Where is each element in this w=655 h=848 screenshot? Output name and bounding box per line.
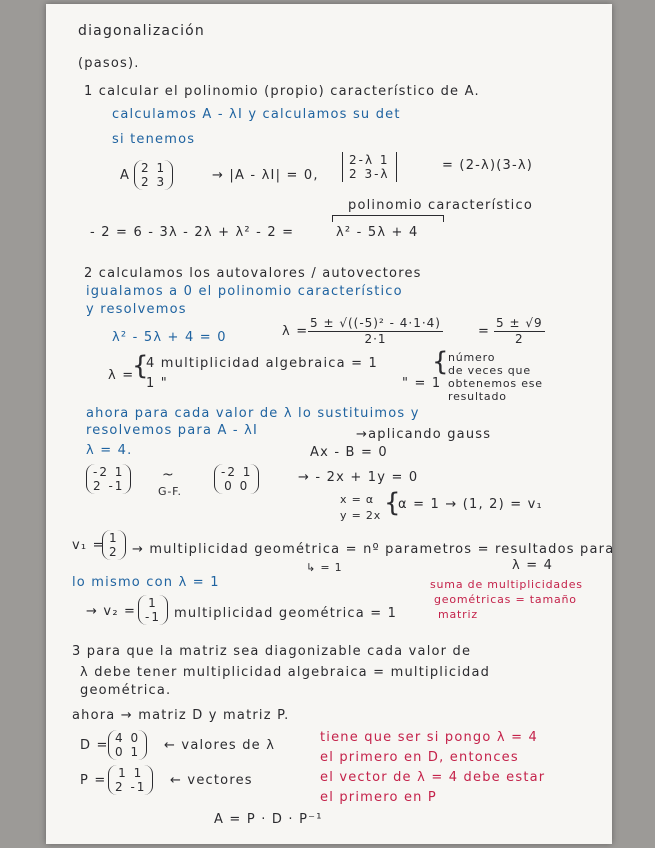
param-y: y = 2x <box>340 509 382 522</box>
equals-sign: = <box>478 324 491 339</box>
root-four: 4 multiplicidad algebraica = 1 <box>146 356 379 371</box>
matrix-d-row-2: 0 1 <box>115 745 141 759</box>
gauss-matrix-before <box>86 464 131 494</box>
notebook-page <box>46 4 615 844</box>
roots-brace: { <box>132 351 149 381</box>
simplified-numerator: 5 ± √9 <box>496 316 543 330</box>
matrix-a-row-1: 2 1 <box>141 161 167 175</box>
same-for-lambda-one: lo mismo con λ = 1 <box>72 575 220 590</box>
polynomial-brace <box>332 215 444 222</box>
gauss-after-row-2: 0 0 <box>224 479 250 493</box>
step-2-equate: igualamos a 0 el polinomio característico <box>86 284 403 299</box>
gauss-matrix-after <box>214 464 259 494</box>
gauss-before-row-2: 2 -1 <box>93 479 125 493</box>
quadratic-formula <box>308 316 443 347</box>
quadratic-simplified <box>494 316 545 347</box>
substitution-line: ahora para cada valor de λ lo sustituimos y <box>86 406 420 421</box>
root-one: 1 " <box>146 376 168 391</box>
root-one-multiplicity: " = 1 <box>402 376 442 391</box>
steps-heading: (pasos). <box>78 56 140 71</box>
step-1-heading: 1 calcular el polinomio (propio) característico de A. <box>84 84 480 99</box>
step-2-solve: y resolvemos <box>86 302 187 317</box>
diagonalization-formula: A = P · D · P⁻¹ <box>214 812 323 827</box>
lambda-equals: λ = <box>282 324 309 339</box>
polynomial-label: polinomio característico <box>348 198 533 213</box>
v2-label: → v₂ = <box>86 604 137 619</box>
resolve-line: resolvemos para A - λI <box>86 423 259 438</box>
order-note-3: el vector de λ = 4 debe estar <box>320 770 546 785</box>
v1-vector <box>102 530 126 560</box>
p-label: P = <box>80 773 107 788</box>
gauss-note: →aplicando gauss <box>356 427 492 442</box>
lambda-four-case: λ = 4. <box>86 443 133 458</box>
v2-row-1: 1 <box>148 596 158 610</box>
matrix-d-row-1: 4 0 <box>115 731 141 745</box>
matrix-p-row-1: 1 1 <box>118 766 144 780</box>
step-3-line-3: geométrica. <box>80 683 172 698</box>
page-title: diagonalización <box>78 23 205 39</box>
order-note-1: tiene que ser si pongo λ = 4 <box>320 730 538 745</box>
matrices-d-p-line: ahora → matriz D y matriz P. <box>72 708 290 723</box>
v1-row-2: 2 <box>109 545 119 559</box>
d-note: ← valores de λ <box>164 738 276 753</box>
reduced-equation: → - 2x + 1y = 0 <box>298 470 419 485</box>
determinant-matrix <box>342 152 397 182</box>
sum-note-3: matriz <box>438 608 478 621</box>
d-label: D = <box>80 738 109 753</box>
matrix-a-label: A <box>120 168 131 183</box>
geometric-equals-one: ↳ = 1 <box>306 561 343 574</box>
param-x: x = α <box>340 493 374 506</box>
matrix-d <box>108 730 147 760</box>
multiplicity-note-3: obtenemos ese <box>448 377 543 390</box>
ax-minus-b: Ax - B = 0 <box>310 445 388 460</box>
matrix-a <box>134 160 173 190</box>
geometric-multiplicity: → multiplicidad geométrica = nº parametros = resultados para <box>132 542 615 557</box>
roots-label: λ = <box>108 368 135 383</box>
step-3-line-2: λ debe tener multiplicidad algebraica = multiplicidad <box>80 665 491 680</box>
v1-label: v₁ = <box>72 538 105 553</box>
matrix-p <box>108 765 153 795</box>
geometric-multiplicity-lambda: λ = 4 <box>512 558 554 573</box>
gauss-after-row-1: -2 1 <box>221 465 253 479</box>
step-2-heading: 2 calculamos los autovalores / autovectores <box>84 266 422 281</box>
quadratic-equation: λ² - 5λ + 4 = 0 <box>112 330 227 345</box>
step-3-line-1: 3 para que la matriz sea diagonizable cada valor de <box>72 644 472 659</box>
simplified-denominator: 2 <box>514 332 524 346</box>
sum-note-2: geométricas = tamaño <box>434 593 577 606</box>
multiplicity-note-4: resultado <box>448 390 507 403</box>
quadratic-numerator: 5 ± √((-5)² - 4·1·4) <box>310 316 441 330</box>
v2-geometric-multiplicity: multiplicidad geométrica = 1 <box>174 606 398 621</box>
param-result: α = 1 → (1, 2) = v₁ <box>398 497 543 512</box>
multiplicity-note-1: número <box>448 351 496 364</box>
characteristic-polynomial: λ² - 5λ + 4 <box>336 225 419 240</box>
v2-row-2: -1 <box>145 610 161 624</box>
determinant-row-2: 2 3-λ <box>349 167 390 181</box>
sum-note-1: suma de multiplicidades <box>430 578 583 591</box>
step-1-if-we-have: si tenemos <box>112 132 196 147</box>
determinant-arrow: → |A - λI| = 0, <box>212 168 319 183</box>
gauss-before-row-1: -2 1 <box>93 465 125 479</box>
multiplicity-note-2: de veces que <box>448 364 531 377</box>
note-brace: { <box>432 347 449 377</box>
order-note-2: el primero en D, entonces <box>320 750 519 765</box>
gauss-operation-tag: G-F. <box>158 485 182 498</box>
order-note-4: el primero en P <box>320 790 437 805</box>
quadratic-denominator: 2·1 <box>364 332 387 346</box>
polynomial-expansion: - 2 = 6 - 3λ - 2λ + λ² - 2 = <box>90 225 295 240</box>
equivalence-sign: ~ <box>162 467 175 483</box>
v2-vector <box>138 595 168 625</box>
matrix-p-row-2: 2 -1 <box>115 780 147 794</box>
p-note: ← vectores <box>170 773 253 788</box>
step-1-explanation: calculamos A - λI y calculamos su det <box>112 107 401 122</box>
v1-row-1: 1 <box>109 531 119 545</box>
param-brace: { <box>384 488 401 518</box>
determinant-row-1: 2-λ 1 <box>349 153 390 167</box>
determinant-result: = (2-λ)(3-λ) <box>442 158 534 173</box>
matrix-a-row-2: 2 3 <box>141 175 167 189</box>
